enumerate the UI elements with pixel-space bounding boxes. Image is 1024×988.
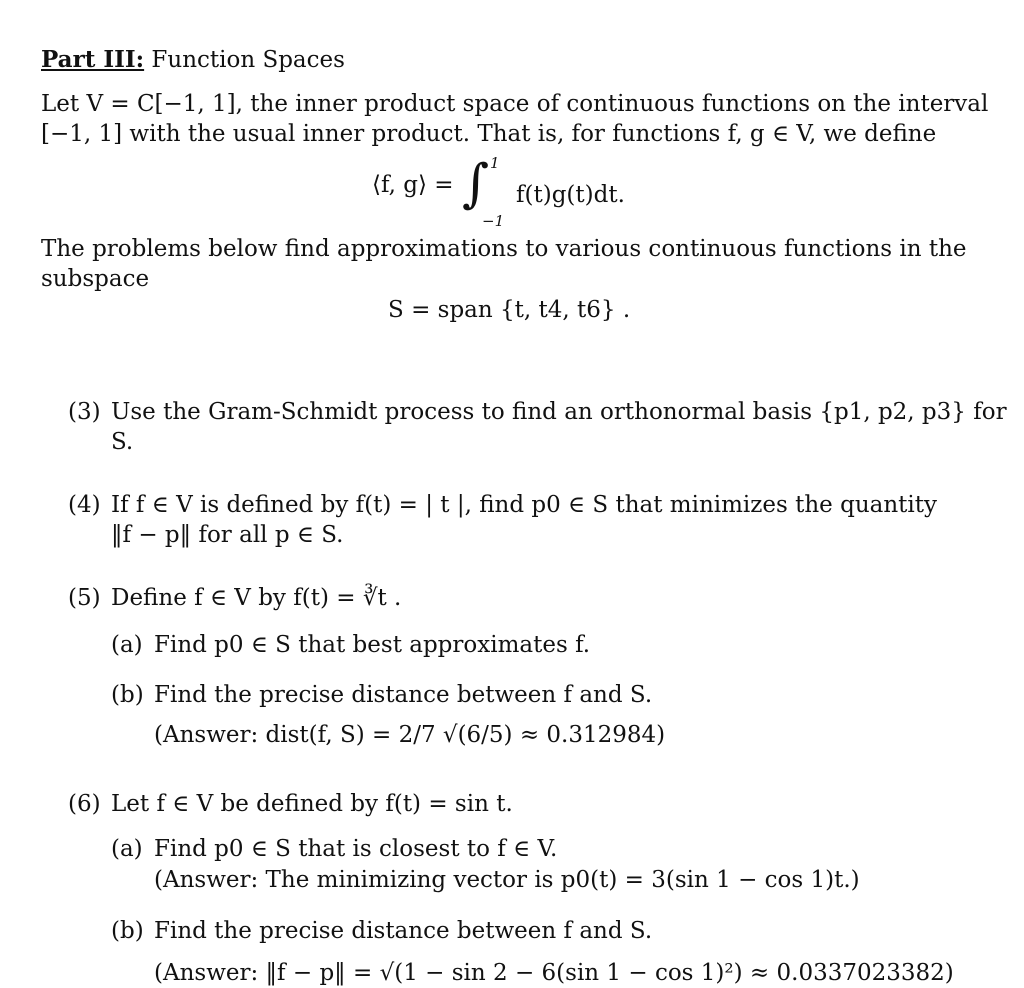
integral-lower-limit: −1 xyxy=(482,212,505,230)
problem-4-line-1: If f ∈ V is defined by f(t) = | t |, find p0 ∈ S that minimizes the quantity xyxy=(111,492,938,518)
problem-6-number: (6) xyxy=(68,791,101,817)
subspace-line-2: subspace xyxy=(41,266,150,292)
problem-3-line-2: S. xyxy=(111,429,134,455)
problem-6-line-1: Let f ∈ V be defined by f(t) = sin t. xyxy=(111,791,513,817)
problem-6b-answer-cropped: (Answer: ‖f − p‖ = √(1 − sin 2 − 6(sin 1 − cos 1)²) ≈ 0.0337023382) xyxy=(154,960,954,986)
problem-4-line-2: ‖f − p‖ for all p ∈ S. xyxy=(111,522,344,548)
problem-6a-answer: (Answer: The minimizing vector is p0(t) = 3(sin 1 − cos 1)t.) xyxy=(154,867,860,893)
inner-product-formula xyxy=(372,170,454,200)
part-label: Part III: xyxy=(41,46,145,73)
part-title: Function Spaces xyxy=(151,47,345,73)
problem-4-number: (4) xyxy=(68,492,101,518)
problem-6a-label: (a) xyxy=(111,836,143,862)
problem-6b-text: Find the precise distance between f and S. xyxy=(154,918,653,944)
problem-5b-text: Find the precise distance between f and S. xyxy=(154,682,653,708)
part-heading xyxy=(41,45,345,75)
problem-6a-text: Find p0 ∈ S that is closest to f ∈ V. xyxy=(154,836,558,862)
integral-upper-limit: 1 xyxy=(490,154,500,172)
subspace-formula: S = span {t, t4, t6} . xyxy=(388,297,631,323)
problem-5-line-1: Define f ∈ V by f(t) = ∛t . xyxy=(111,585,402,611)
intro-line-1: Let V = C[−1, 1], the inner product space of continuous functions on the interval xyxy=(41,91,989,117)
problem-3-number: (3) xyxy=(68,399,101,425)
problem-3-line-1: Use the Gram-Schmidt process to find an orthonormal basis {p1, p2, p3} for xyxy=(111,399,1007,425)
formula-lhs: ⟨f, g⟩ = xyxy=(372,172,454,198)
problem-5b-answer: (Answer: dist(f, S) = 2/7 √(6/5) ≈ 0.312984) xyxy=(154,722,666,748)
formula-integrand: f(t)g(t)dt. xyxy=(516,182,625,208)
problem-5a-label: (a) xyxy=(111,632,143,658)
intro-line-2: [−1, 1] with the usual inner product. That is, for functions f, g ∈ V, we define xyxy=(41,121,937,147)
problem-5b-label: (b) xyxy=(111,682,144,708)
problem-5-number: (5) xyxy=(68,585,101,611)
problem-6b-label: (b) xyxy=(111,918,144,944)
problem-5a-text: Find p0 ∈ S that best approximates f. xyxy=(154,632,591,658)
subspace-line-1: The problems below find approximations to various continuous functions in the xyxy=(41,236,967,262)
integral-sign: ∫ 1 −1 xyxy=(462,150,502,230)
